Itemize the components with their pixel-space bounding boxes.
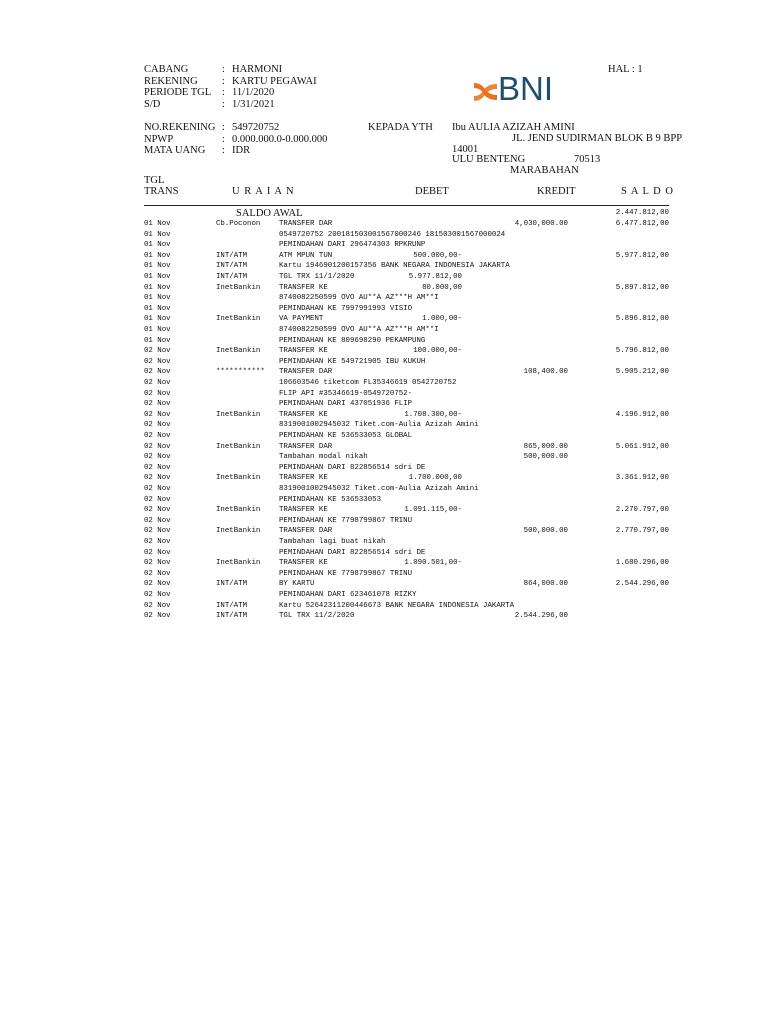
separator: : <box>222 122 225 133</box>
row-uraian: PEMINDAHAN KE 7997991993 VISIO <box>279 304 413 313</box>
row-date: 01 Nov <box>144 273 171 281</box>
value-npwp: 0.000.000.0-0.000.000 <box>232 133 328 145</box>
row-kredit: 864,000.00 <box>523 580 568 589</box>
table-row <box>0 432 768 442</box>
header-labels <box>144 64 211 110</box>
row-channel: INT/ATM <box>216 612 248 621</box>
table-row <box>0 612 768 622</box>
row-saldo: 2.270.797,00 <box>615 506 669 515</box>
table-row <box>0 273 768 283</box>
table-row <box>0 368 768 378</box>
row-date: 01 Nov <box>144 230 171 239</box>
col-debet: DEBET <box>415 186 449 197</box>
row-date: 02 Nov <box>144 453 171 462</box>
table-row <box>0 591 768 601</box>
table-row <box>0 220 768 230</box>
row-date: 01 Nov <box>144 262 171 271</box>
row-uraian: PEMINDAHAN KE 536533053 <box>279 495 382 504</box>
address-line-3: ULU BENTENG <box>452 154 526 165</box>
row-uraian: 8740082250599 OVO AU**A AZ***H AM**I <box>279 326 439 334</box>
recipient-name: Ibu AULIA AZIZAH AMINI <box>452 122 575 133</box>
page-number: HAL : 1 <box>608 64 643 75</box>
row-channel: InetBankin <box>216 506 261 515</box>
row-debet: 500.000,00- <box>413 251 462 260</box>
row-uraian: TRANSFER KE <box>279 410 328 419</box>
table-row <box>0 474 768 484</box>
row-uraian: PEMINDAHAN KE 7798799867 TRINU <box>279 516 413 525</box>
kepada-label: KEPADA YTH <box>368 122 433 133</box>
row-uraian: 8740082250599 OVO AU**A AZ***H AM**I <box>279 294 439 303</box>
header-rule <box>144 205 669 206</box>
row-debet: 1.700.000,00 <box>408 474 462 483</box>
label-cabang: CABANG <box>144 64 189 75</box>
row-uraian: PEMINDAHAN DARI 437051936 FLIP <box>279 400 413 409</box>
bni-logo-text: BNI <box>498 70 554 107</box>
row-date: 02 Nov <box>144 463 171 472</box>
row-date: 02 Nov <box>144 548 171 557</box>
table-row <box>0 358 768 368</box>
row-uraian: TRANSFER KE <box>279 283 328 292</box>
row-date: 02 Nov <box>144 485 171 493</box>
row-uraian: PEMINDAHAN KE 7798799867 TRINU <box>279 569 413 578</box>
account-values <box>232 122 327 157</box>
table-row <box>0 315 768 325</box>
row-saldo: 5.905.212,00 <box>615 368 669 377</box>
row-uraian: TRANSFER KE <box>279 559 328 568</box>
row-debet: 80.000,00 <box>422 283 462 292</box>
row-date: 01 Nov <box>144 304 171 313</box>
row-uraian: Kartu 1946901200157356 BANK NEGARA INDONESIA JAKARTA <box>279 262 510 271</box>
row-channel: InetBankin <box>216 442 261 451</box>
row-debet: 1.091.115,00- <box>404 506 462 515</box>
table-row <box>0 411 768 421</box>
row-date: 02 Nov <box>144 368 171 377</box>
table-row <box>0 549 768 559</box>
separator: : <box>222 98 225 110</box>
row-kredit: 865,000.00 <box>523 442 568 451</box>
row-date: 02 Nov <box>144 516 171 525</box>
separator: : <box>222 145 225 156</box>
table-row <box>0 570 768 580</box>
value-cabang: HARMONI <box>232 64 283 75</box>
row-date: 02 Nov <box>144 432 171 440</box>
row-uraian: ATM MPUN TUN <box>279 251 333 260</box>
row-uraian: TRANSFER KE <box>279 506 328 515</box>
value-mata-uang: IDR <box>232 145 251 156</box>
col-kredit: KREDIT <box>537 186 576 197</box>
table-row <box>0 379 768 389</box>
table-row <box>0 231 768 241</box>
row-date: 01 Nov <box>144 251 171 260</box>
row-date: 02 Nov <box>144 474 171 483</box>
row-date: 02 Nov <box>144 495 171 504</box>
bni-logo-icon <box>473 80 499 104</box>
row-saldo: 4.196.912,00 <box>615 410 669 419</box>
row-date: 02 Nov <box>144 347 171 356</box>
row-date: 02 Nov <box>144 421 171 430</box>
table-row <box>0 294 768 304</box>
row-uraian: Tambahan modal nikah <box>279 453 368 462</box>
row-date: 02 Nov <box>144 400 171 409</box>
row-uraian: Tambahan lagi buat nikah <box>279 538 386 546</box>
row-uraian: PEMINDAHAN KE 549721905 IBU KUKUH <box>279 357 426 366</box>
table-row <box>0 580 768 590</box>
row-channel: Cb.Poconon <box>216 220 261 228</box>
table-row <box>0 443 768 453</box>
row-saldo: 5.897.812,00 <box>615 283 669 292</box>
value-rekening: KARTU PEGAWAI <box>232 75 317 87</box>
row-channel: InetBankin <box>216 410 261 419</box>
row-date: 02 Nov <box>144 591 171 599</box>
row-channel: InetBankin <box>216 315 261 324</box>
row-uraian: TGL TRX 11/1/2020 <box>279 273 355 281</box>
table-row <box>0 400 768 410</box>
row-channel: INT/ATM <box>216 273 248 281</box>
account-labels <box>144 122 215 157</box>
table-row <box>0 559 768 569</box>
row-channel: InetBankin <box>216 527 261 536</box>
table-row <box>0 453 768 463</box>
row-date: 02 Nov <box>144 442 171 451</box>
table-row <box>0 602 768 612</box>
row-date: 02 Nov <box>144 601 171 610</box>
table-row <box>0 496 768 506</box>
row-uraian: FLIP API #35346619-0549720752- <box>279 389 413 398</box>
row-uraian: TRANSFER KE <box>279 347 328 356</box>
separator: : <box>222 75 225 87</box>
row-debet: 100.000,00- <box>413 347 462 356</box>
row-date: 01 Nov <box>144 315 171 324</box>
table-row <box>0 337 768 347</box>
row-saldo: 1.680.296,00 <box>615 559 669 568</box>
table-row <box>0 421 768 431</box>
row-date: 02 Nov <box>144 559 171 568</box>
row-uraian: PEMINDAHAN DARI 296474303 RPKRUNP <box>279 241 426 250</box>
table-row <box>0 347 768 357</box>
label-npwp: NPWP <box>144 133 174 145</box>
header-values <box>232 64 317 110</box>
row-uraian: Kartu 52642311200446673 BANK NEGARA INDONESIA JAKARTA <box>279 601 515 610</box>
address-line-2: 14001 <box>452 144 479 155</box>
row-uraian: TRANSFER DAR <box>279 368 333 377</box>
row-kredit: 2.544.296,00 <box>514 612 568 621</box>
row-saldo: 3.361.912,00 <box>615 474 669 483</box>
table-row <box>0 252 768 262</box>
row-uraian: PEMINDAHAN KE 809698290 PEKAMPUNG <box>279 336 426 345</box>
label-no-rekening: NO.REKENING <box>144 122 216 133</box>
row-date: 02 Nov <box>144 580 171 589</box>
row-uraian: PEMINDAHAN DARI 623461078 RIZKY <box>279 591 417 599</box>
table-row <box>0 305 768 315</box>
table-row <box>0 464 768 474</box>
row-date: 01 Nov <box>144 220 171 228</box>
label-mata-uang: MATA UANG <box>144 145 206 156</box>
row-uraian: 8319001002945032 Tiket.com-Aulia Azizah Amini <box>279 421 479 430</box>
row-date: 02 Nov <box>144 538 171 546</box>
separator: : <box>222 87 225 98</box>
row-uraian: BY KARTU <box>279 580 315 589</box>
row-uraian: PEMINDAHAN DARI 822856514 sdri DE <box>279 463 426 472</box>
table-row <box>0 506 768 516</box>
row-date: 02 Nov <box>144 357 171 366</box>
table-row <box>0 517 768 527</box>
col-trans: TRANS <box>144 186 179 197</box>
row-saldo: 2.544.296,00 <box>615 580 669 589</box>
table-row <box>0 326 768 336</box>
row-saldo: 5.796.812,00 <box>615 347 669 356</box>
row-channel: InetBankin <box>216 347 261 356</box>
row-channel: INT/ATM <box>216 262 248 271</box>
label-rekening: REKENING <box>144 75 198 87</box>
separator: : <box>222 64 225 75</box>
bni-logo <box>473 70 583 110</box>
value-periode: 11/1/2020 <box>232 87 275 98</box>
row-channel: *********** <box>216 368 265 377</box>
account-separators <box>222 122 225 157</box>
row-uraian: PEMINDAHAN DARI 822856514 sdri DE <box>279 548 426 557</box>
row-channel: INT/ATM <box>216 580 248 589</box>
address-line-4: MARABAHAN <box>510 165 579 176</box>
row-date: 01 Nov <box>144 336 171 345</box>
saldo-awal-value: 2.447.812,00 <box>615 209 669 217</box>
row-uraian: TRANSFER DAR <box>279 527 333 536</box>
row-saldo: 6.477.812,00 <box>615 220 669 228</box>
table-row <box>0 241 768 251</box>
row-saldo: 2.770.797,00 <box>615 527 669 536</box>
table-row <box>0 262 768 272</box>
col-saldo: S A L D O <box>621 186 674 197</box>
row-debet: 1.708.300,00- <box>404 410 462 419</box>
value-no-rekening: 549720752 <box>232 122 280 133</box>
table-row <box>0 284 768 294</box>
separator: : <box>222 133 225 145</box>
value-sd: 1/31/2021 <box>232 98 275 110</box>
label-sd: S/D <box>144 98 161 110</box>
row-date: 02 Nov <box>144 389 171 398</box>
row-date: 02 Nov <box>144 612 171 621</box>
header-separators <box>222 64 225 110</box>
row-kredit: 4,030,000.00 <box>514 220 568 228</box>
row-uraian: TGL TRX 11/2/2020 <box>279 612 355 621</box>
table-row <box>0 538 768 548</box>
row-uraian: 106603546 tiketcom FL35346619 0542720752 <box>279 379 457 387</box>
row-date: 01 Nov <box>144 294 171 303</box>
saldo-awal-label: SALDO AWAL <box>236 208 303 219</box>
row-date: 02 Nov <box>144 569 171 578</box>
row-date: 02 Nov <box>144 379 171 387</box>
label-periode: PERIODE TGL <box>144 87 212 98</box>
row-channel: InetBankin <box>216 559 261 568</box>
row-date: 02 Nov <box>144 410 171 419</box>
row-saldo: 5.061.912,00 <box>615 442 669 451</box>
row-uraian: VA PAYMENT <box>279 315 324 324</box>
row-debet: 1.000,00- <box>422 315 462 324</box>
row-debet: 5.977.812,00 <box>408 273 462 281</box>
row-date: 01 Nov <box>144 283 171 292</box>
row-saldo: 5.896.812,00 <box>615 315 669 324</box>
row-channel: InetBankin <box>216 474 261 483</box>
row-date: 02 Nov <box>144 527 171 536</box>
row-uraian: 0549720752 200181503001567000246 181503001567000024 <box>279 230 506 239</box>
row-saldo: 5.977.812,00 <box>615 251 669 260</box>
postal-code: 70513 <box>574 154 601 165</box>
row-debet: 1.090.501,00- <box>404 559 462 568</box>
row-uraian: 8319001002945032 Tiket.com-Aulia Azizah Amini <box>279 485 479 493</box>
row-channel: InetBankin <box>216 283 261 292</box>
table-row <box>0 485 768 495</box>
row-kredit: 500,000.00 <box>523 453 568 462</box>
row-uraian: TRANSFER KE <box>279 474 328 483</box>
row-date: 02 Nov <box>144 506 171 515</box>
row-uraian: PEMINDAHAN KE 536533053 GLOBAL <box>279 432 413 440</box>
table-row <box>0 527 768 537</box>
row-uraian: TRANSFER DAR <box>279 220 333 228</box>
row-kredit: 500,000.00 <box>523 527 568 536</box>
col-tgl: TGL <box>144 175 165 186</box>
row-uraian: TRANSFER DAR <box>279 442 333 451</box>
table-row <box>0 390 768 400</box>
row-channel: INT/ATM <box>216 601 248 610</box>
row-date: 01 Nov <box>144 326 171 334</box>
col-uraian: U R A I A N <box>232 186 295 197</box>
row-kredit: 108,400.00 <box>523 368 568 377</box>
row-date: 01 Nov <box>144 241 171 250</box>
address-line-1: JL. JEND SUDIRMAN BLOK B 9 BPP <box>512 133 683 144</box>
row-channel: INT/ATM <box>216 251 248 260</box>
